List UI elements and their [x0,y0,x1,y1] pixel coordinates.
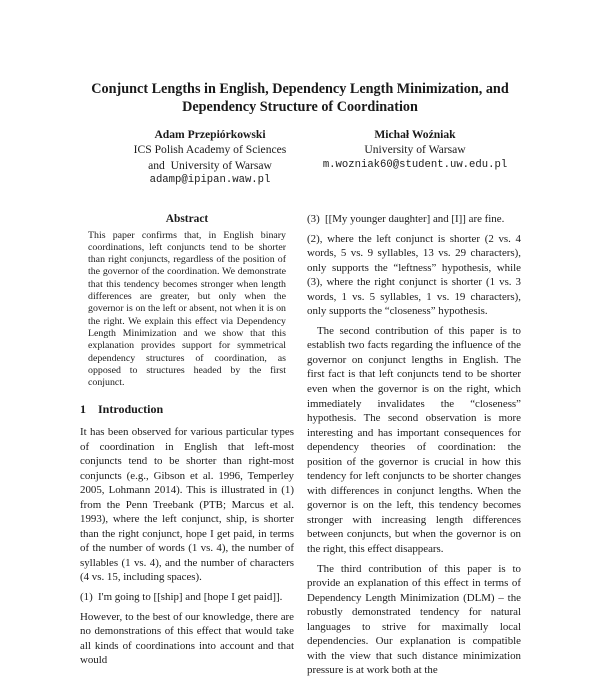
example-1 [80,590,294,605]
example-number: (1) [80,590,93,603]
abstract-heading: Abstract [165,213,209,225]
author-affiliation: and University of Warsaw [148,158,272,172]
section-heading [80,402,294,417]
title-line-2: Dependency Structure of Coordination [182,99,418,115]
section-title: Introduction [98,402,164,417]
example-3 [307,212,521,227]
title-line-1: Conjunct Lengths in English, Dependency Length Minimization, and [91,81,509,97]
author-email: m.wozniak60@student.uw.edu.pl [322,158,508,171]
author-name: Michał Woźniak [374,128,456,141]
section-number: 1 [80,402,86,417]
example-text: [[My younger daughter] and [I]] are fine. [325,213,505,225]
right-column [307,212,521,683]
paragraph: It has been observed for various particular types of coordination in English that left-most conjuncts tend to be shorter than right-most conjuncts (e.g., Gibson et al. 1996, Temperley 2005, Lohmann 2014). This is illustrated in (1) from the Penn Treebank (PTB; Marcus et al. 1993), where the left conjunct, ship, is shorter than the right conjunct, hope I get paid, in terms of the number of words (1 vs. 4), the number of syllables (1 vs. 4), and the number of characters (4 vs. 15, including spaces). [80,425,294,584]
paragraph: The second contribution of this paper is to establish two facts regarding the influence of the governor on conjunct lengths in English. The first fact is that left conjuncts tend to be shorter even when the governor is on the right, which immediately invalidates the “closeness” hypothesis. The second observation is more interesting and has important consequences for dependency theories of coordination: the position of the governor is crucial in how this tendency for left conjuncts to be shorter changes with differences in conjunct lengths. When the governor is on the left, this tendency becomes stronger with increasing length differences between conjuncts, but when the governor is on the right, this effect disappears. [307,324,521,556]
abstract-text: This paper confirms that, in English binary coordinations, left conjuncts tend to be shorter than right conjuncts, regardless of the position of the governor of the coordination. We demonstrate that this tendency becomes stronger when length differences are greater, but only when the governor is on the left or absent, not when it is on the right. We explain this effect via Dependency Length Minimization and we show that this explanation provides support for symmetrical dependency structures of coordination, as opposed to structures headed by the first conjunct. [88,229,286,389]
author-block-2 [290,127,540,173]
left-column [80,212,294,673]
paragraph: The third contribution of this paper is to provide an explanation of this effect in terms of Dependency Length Minimization (DLM) – the robustly demonstrated tendency for natural languages to strive for maximally local dependencies. Our explanation is compatible with the view that such distance minimization pressure is at work both at the [307,562,521,677]
paper-title [40,80,560,116]
author-affiliation: University of Warsaw [364,143,466,157]
paragraph: (2), where the left conjunct is shorter (2 vs. 4 words, 5 vs. 9 syllables, 13 vs. 29 characters), only supports the “leftness” hypothesis, while (3), where the right conjunct is shorter (1 vs. 3 words, 1 vs. 5 syllables, 1 vs. 19 characters), only supports the “closeness” hypothesis. [307,232,521,318]
example-text: I'm going to [[ship] and [hope I get paid]]. [98,590,283,603]
example-number: (3) [307,213,320,225]
author-email: adamp@ipipan.waw.pl [149,174,271,187]
author-name: Adam Przepiórkowski [154,128,266,141]
author-affiliation: ICS Polish Academy of Sciences [133,143,287,157]
paragraph: However, to the best of our knowledge, there are no demonstrations of this effect that would take all kinds of coordinations into account and that would [80,610,294,667]
